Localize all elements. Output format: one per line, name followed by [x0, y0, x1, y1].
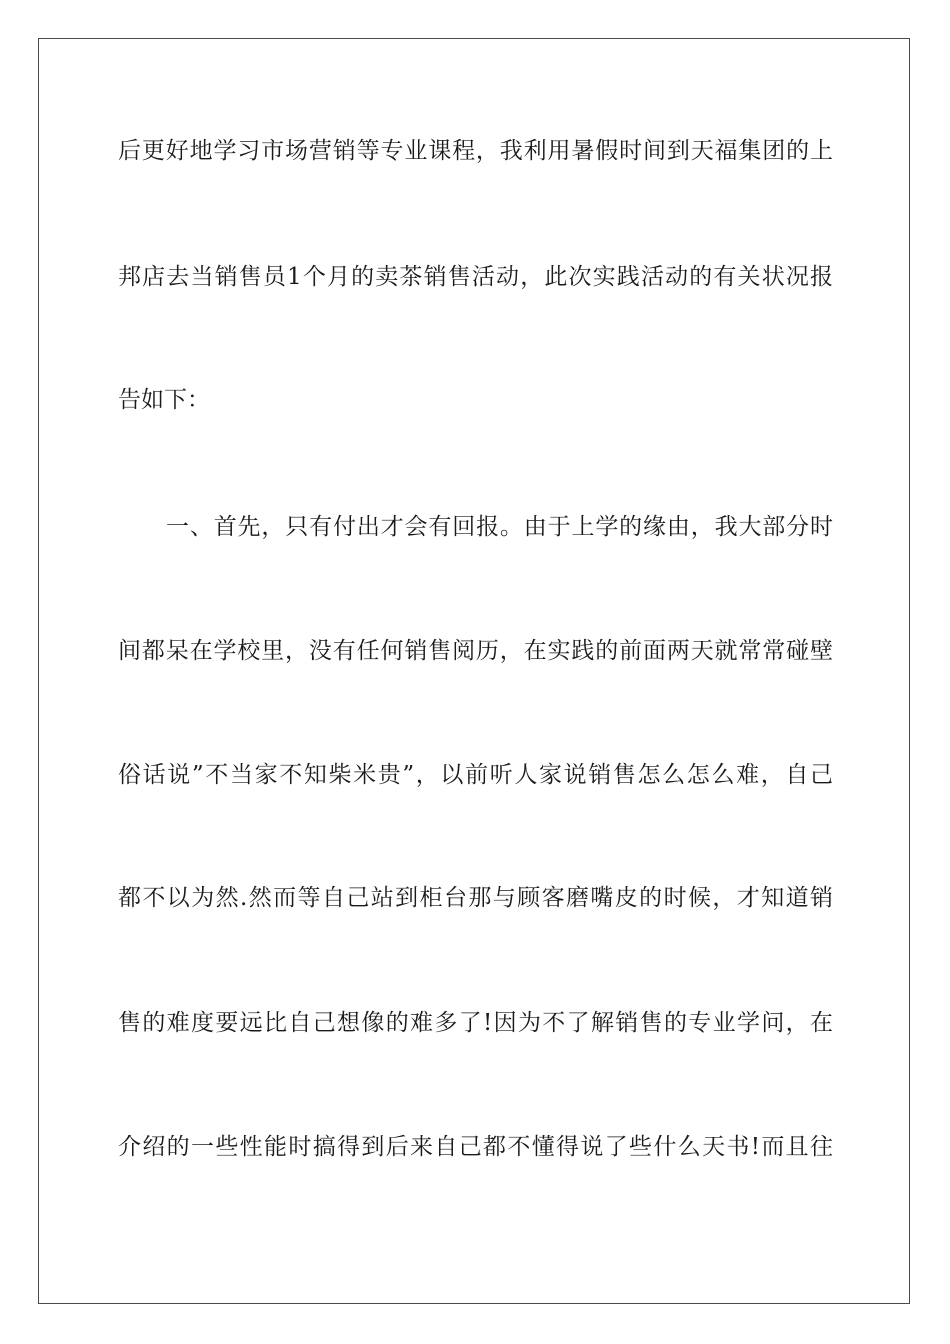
text-line-2: 邦店去当销售员1个月的卖茶销售活动，此次实践活动的有关状况报 — [118, 264, 833, 290]
text-line-1: 后更好地学习市场营销等专业课程，我利用暑假时间到天福集团的上 — [118, 138, 833, 164]
text-line-9: 介绍的一些性能时搞得到后来自己都不懂得说了些什么天书!而且往 — [118, 1134, 833, 1160]
page-border — [38, 38, 910, 1304]
text-line-5: 间都呆在学校里，没有任何销售阅历，在实践的前面两天就常常碰壁 — [118, 638, 833, 664]
text-line-7: 都不以为然.然而等自己站到柜台那与顾客磨嘴皮的时候，才知道销 — [118, 885, 833, 911]
text-line-8: 售的难度要远比自己想像的难多了!因为不了解销售的专业学问，在 — [118, 1010, 833, 1036]
text-line-3: 告如下： — [118, 387, 210, 413]
text-line-6: 俗话说”不当家不知柴米贵”，以前听人家说销售怎么怎么难，自己 — [118, 762, 833, 788]
text-line-4: 一、首先，只有付出才会有回报。由于上学的缘由，我大部分时 — [166, 514, 833, 540]
